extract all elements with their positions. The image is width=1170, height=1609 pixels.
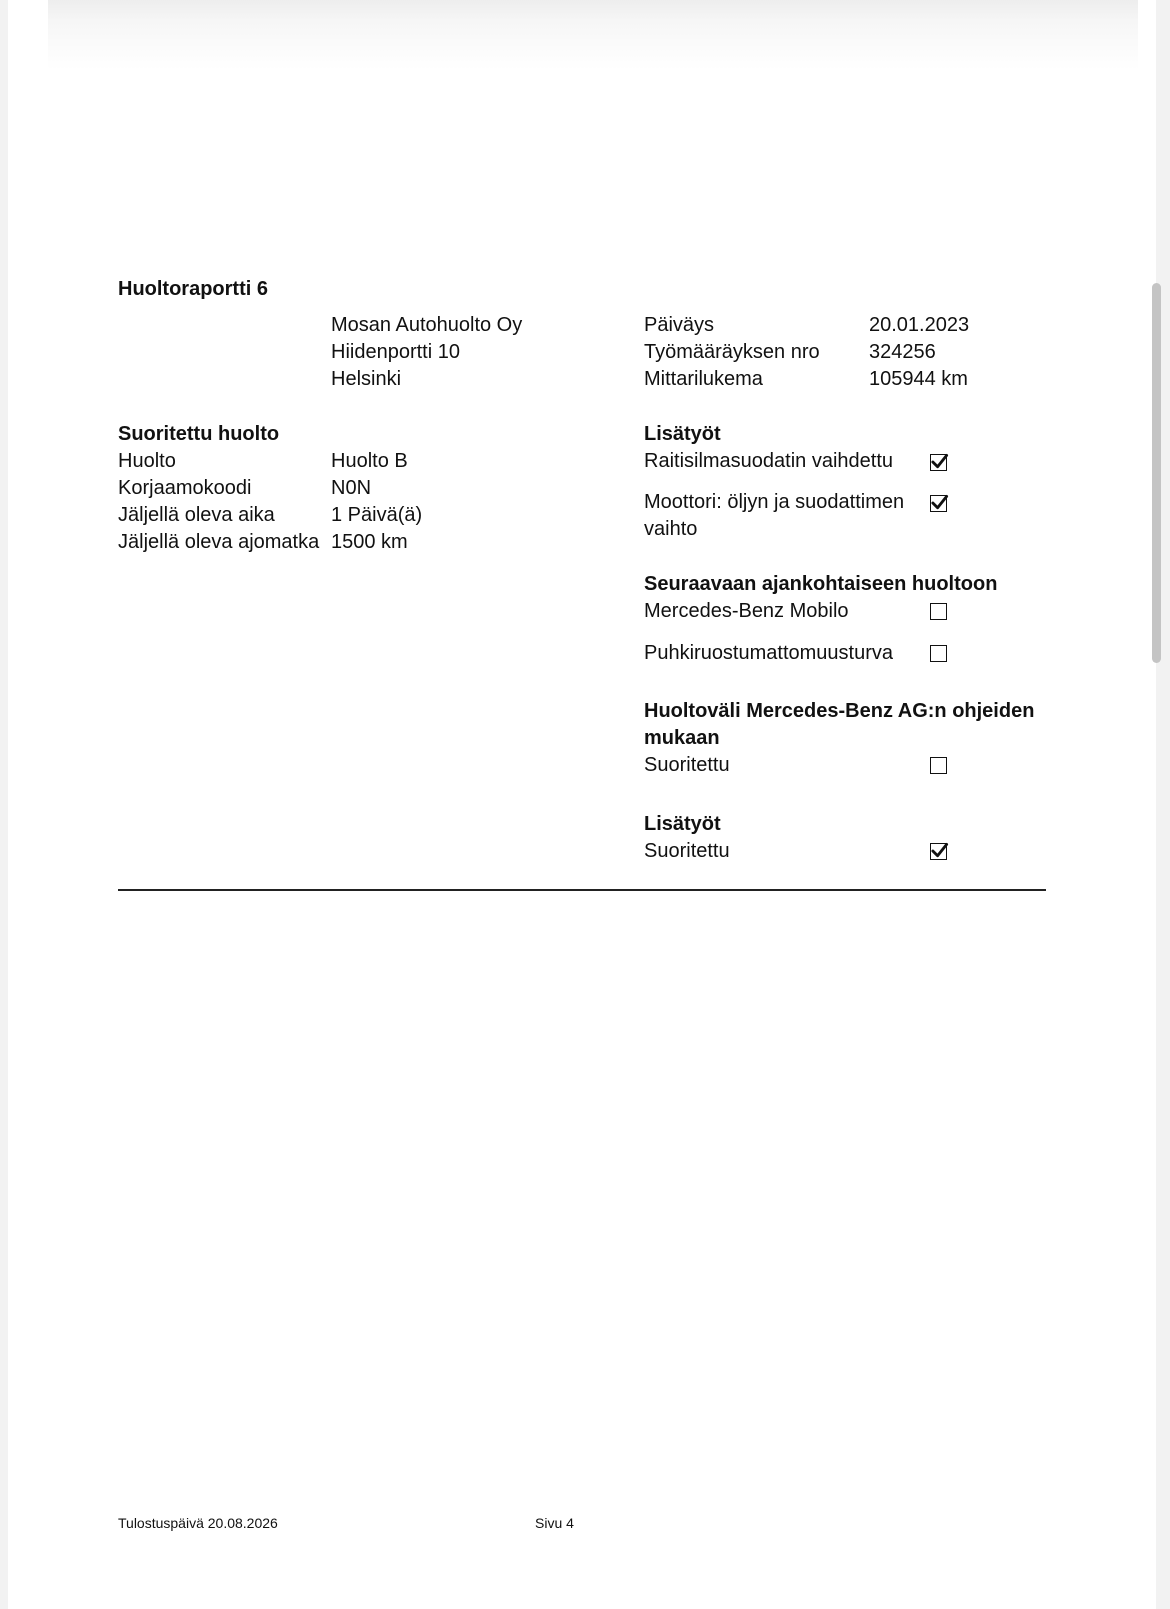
service-value-workshop-code: N0N [331,477,372,499]
additional-work-heading: Lisätyöt [644,423,721,445]
meta-value-odometer: 105944 km [869,368,968,390]
service-heading: Suoritettu huolto [118,423,280,445]
next-service-heading: Seuraavaan ajankohtaiseen huoltoon [644,573,998,595]
item-label-engine-oil: Moottori: öljyn ja suodattimen vaihto [644,491,905,540]
service-value-service: Huolto B [331,450,408,472]
service-label-remaining-distance: Jäljellä oleva ajomatka [118,531,320,553]
service-label-service: Huolto [118,450,176,472]
meta-label-order-number: Työmääräyksen nro [644,341,820,363]
mobilo-checkbox[interactable] [930,603,947,620]
item-label-interval-performed: Suoritettu [644,754,730,776]
service-value-remaining-distance: 1500 km [331,531,408,553]
service-label-remaining-time: Jäljellä oleva aika [118,504,275,526]
footer-page-number: Sivu 4 [535,1515,574,1531]
checkmark-icon [930,493,949,512]
service-label-workshop-code: Korjaamokoodi [118,477,252,499]
cabin-filter-checkbox[interactable] [930,454,947,471]
engine-oil-checkbox[interactable] [930,495,947,512]
meta-label-date: Päiväys [644,314,715,336]
service-value-remaining-time: 1 Päivä(ä) [331,504,423,526]
section-divider [118,889,1046,891]
meta-value-order-number: 324256 [869,341,936,363]
footer-print-date: Tulostuspäivä 20.08.2026 [118,1515,278,1531]
item-label-additional-performed: Suoritettu [644,840,730,862]
meta-value-date: 20.01.2023 [869,314,970,336]
additional-performed-checkbox[interactable] [930,843,947,860]
workshop-city: Helsinki [331,368,402,390]
rust-warranty-checkbox[interactable] [930,645,947,662]
additional-work-heading-2: Lisätyöt [644,813,721,835]
checkmark-icon [930,452,949,471]
workshop-street: Hiidenportti 10 [331,341,460,363]
item-label-rust-warranty: Puhkiruostumattomuusturva [644,642,894,664]
page-top-shadow [48,0,1138,70]
interval-performed-checkbox[interactable] [930,757,947,774]
service-interval-heading: Huoltoväli Mercedes-Benz AG:n ohjeiden mukaan [644,700,1035,749]
vertical-scrollbar[interactable] [1152,283,1161,663]
document-page [8,0,1156,1609]
workshop-name: Mosan Autohuolto Oy [331,314,523,336]
meta-label-odometer: Mittarilukema [644,368,763,390]
item-label-mobilo: Mercedes-Benz Mobilo [644,600,849,622]
report-title: Huoltoraportti 6 [118,278,268,300]
checkmark-icon [930,841,949,860]
item-label-cabin-filter: Raitisilmasuodatin vaihdettu [644,450,894,472]
